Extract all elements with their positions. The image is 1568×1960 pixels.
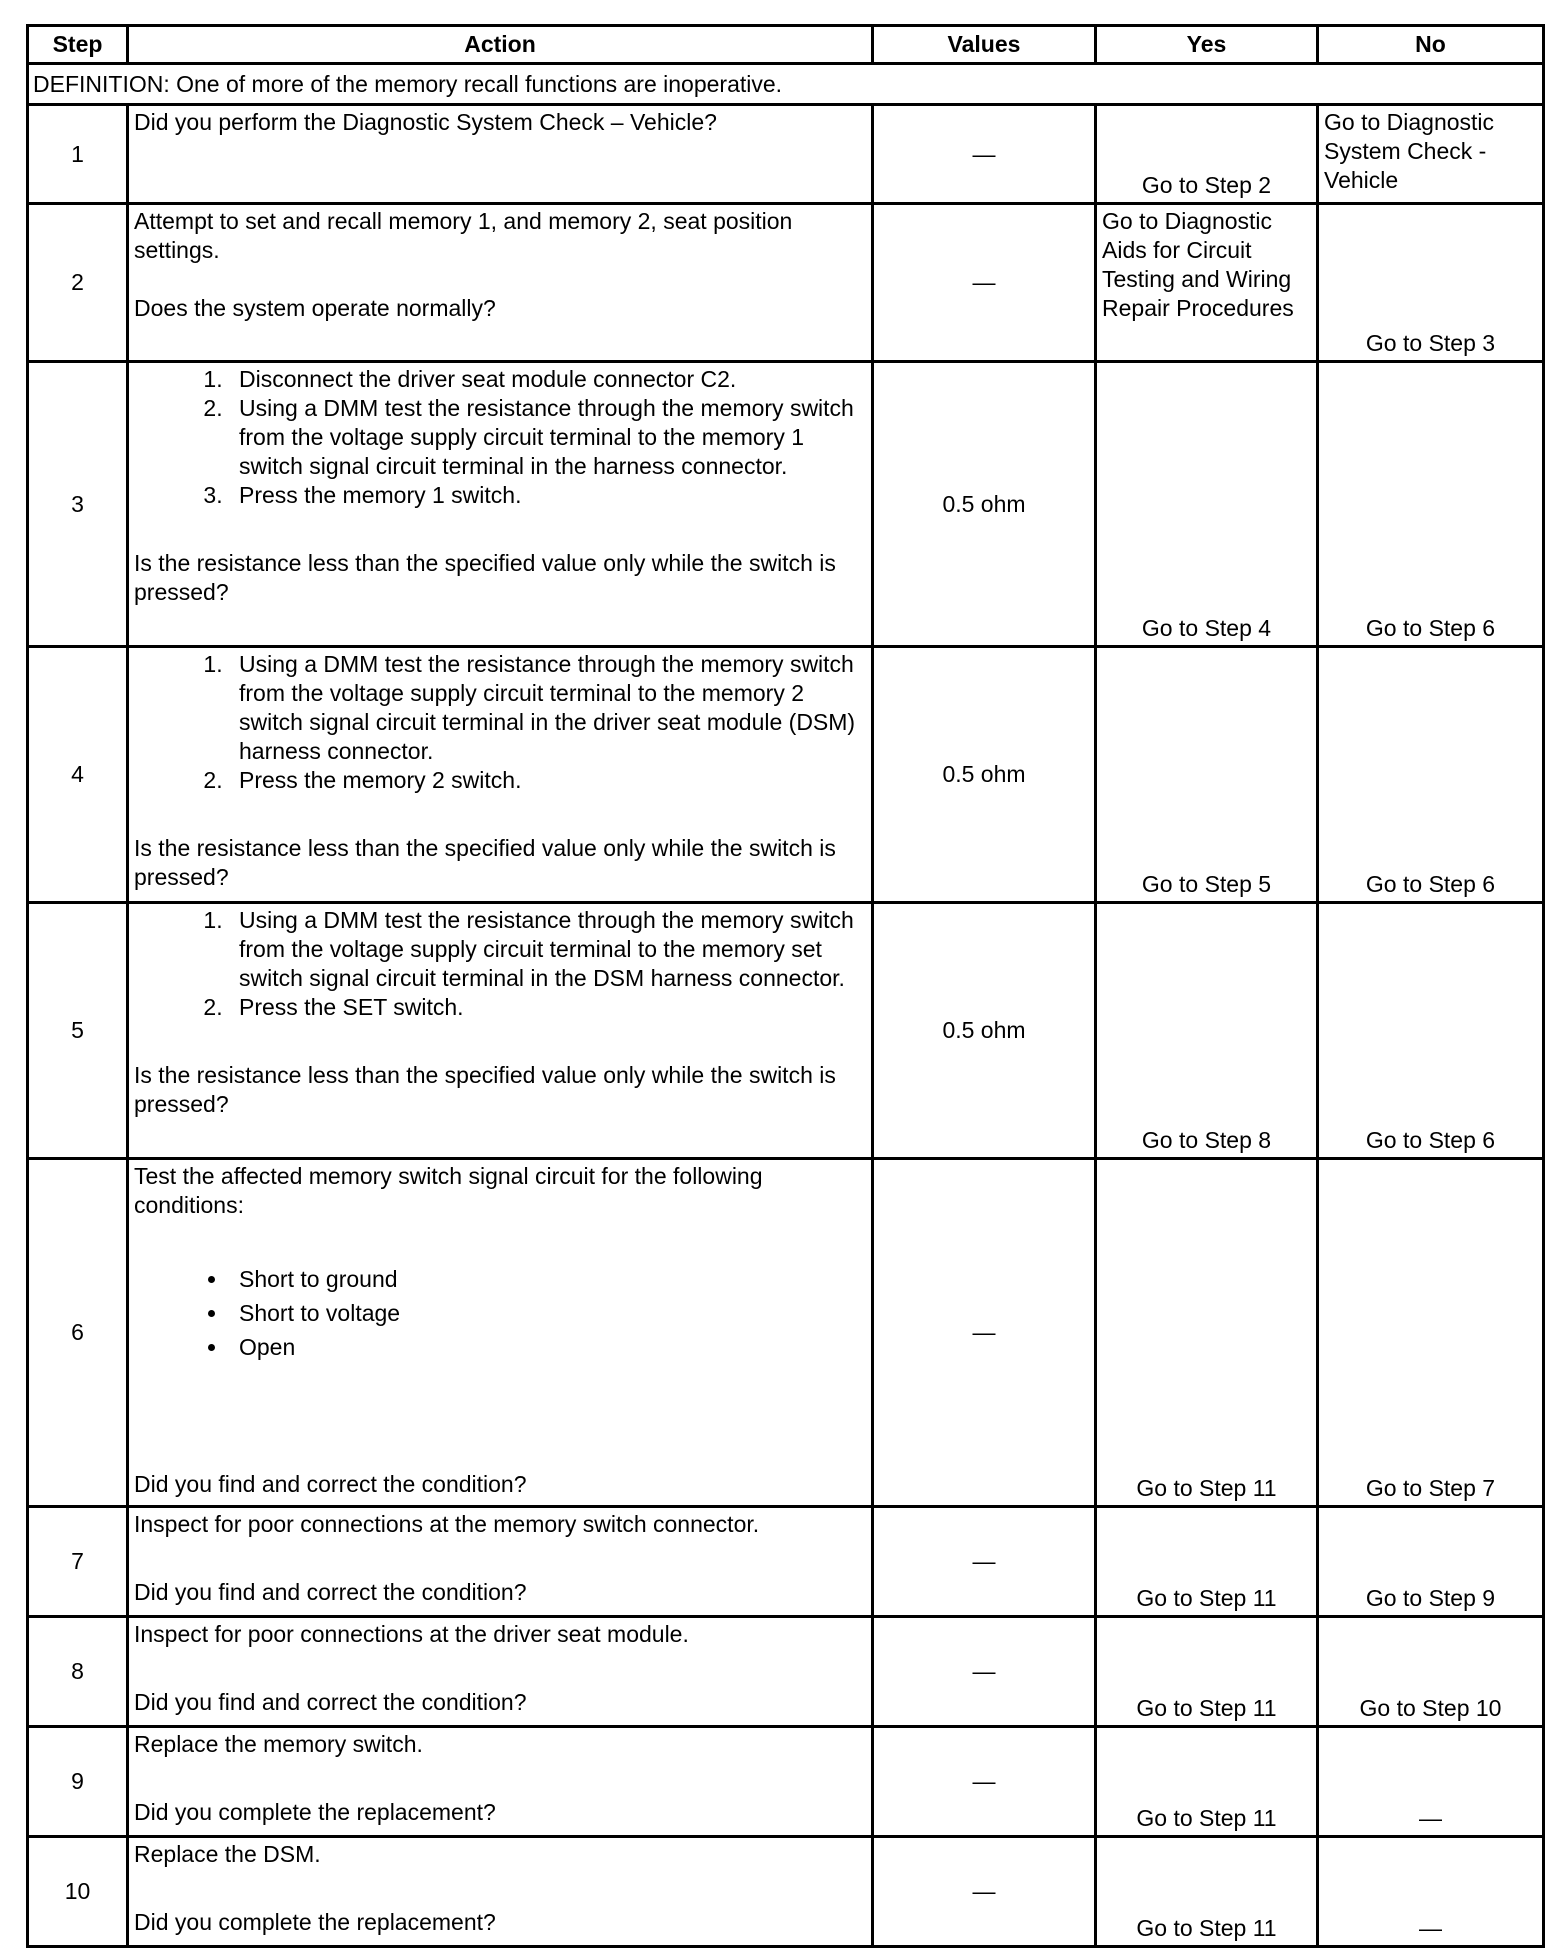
action-text: Did you perform the Diagnostic System Check – Vehicle? [134, 109, 717, 135]
action-step: 2. Press the memory 2 switch. [229, 766, 866, 795]
step-number: 3 [28, 362, 128, 647]
action-cell [128, 204, 873, 362]
action-text: Inspect for poor connections at the memory switch connector. [134, 1511, 760, 1537]
step-number: 4 [28, 647, 128, 903]
header-step: Step [28, 26, 128, 64]
no-cell: Go to Diagnostic System Check - Vehicle [1318, 105, 1544, 204]
no-cell: Go to Step 6 [1318, 362, 1544, 647]
definition-row [28, 64, 1544, 105]
yes-cell: Go to Step 11 [1096, 1727, 1318, 1837]
value-cell: 0.5 ohm [873, 362, 1096, 647]
table-row [28, 903, 1544, 1159]
yes-cell: Go to Step 11 [1096, 1159, 1318, 1507]
action-cell [128, 903, 873, 1159]
action-text: Test the affected memory switch signal circuit for the following conditions: [134, 1163, 763, 1218]
action-cell [128, 1507, 873, 1617]
action-cell [128, 1159, 873, 1507]
list-item: • Open [229, 1330, 866, 1364]
condition-list [134, 1262, 866, 1364]
yes-cell: Go to Step 5 [1096, 647, 1318, 903]
no-cell: — [1318, 1837, 1544, 1947]
value-cell: — [873, 1617, 1096, 1727]
action-question: Is the resistance less than the specified value only while the switch is pressed? [134, 550, 836, 605]
action-step: 1. Using a DMM test the resistance through the memory switch from the voltage supply circuit terminal to the memory 2 switch signal circuit terminal in the driver seat module (DSM) harness connector. [229, 650, 866, 766]
table-row [28, 105, 1544, 204]
action-question: Did you find and correct the condition? [134, 1471, 527, 1497]
action-question: Is the resistance less than the specified value only while the switch is pressed? [134, 1062, 836, 1117]
step-number: 9 [28, 1727, 128, 1837]
yes-cell: Go to Step 11 [1096, 1617, 1318, 1727]
action-question: Did you complete the replacement? [134, 1909, 496, 1935]
value-cell: — [873, 1507, 1096, 1617]
action-text: Replace the DSM. [134, 1841, 321, 1867]
action-cell [128, 1837, 873, 1947]
no-cell: Go to Step 9 [1318, 1507, 1544, 1617]
table-row [28, 1837, 1544, 1947]
action-steps [134, 906, 866, 1022]
definition-text: DEFINITION: One of more of the memory recall functions are inoperative. [28, 64, 1544, 105]
no-cell: Go to Step 10 [1318, 1617, 1544, 1727]
no-cell: Go to Step 6 [1318, 903, 1544, 1159]
yes-cell: Go to Step 11 [1096, 1507, 1318, 1617]
value-cell: — [873, 105, 1096, 204]
no-cell: — [1318, 1727, 1544, 1837]
step-number: 7 [28, 1507, 128, 1617]
action-cell [128, 105, 873, 204]
action-text: Inspect for poor connections at the driver seat module. [134, 1621, 689, 1647]
action-step: 2. Using a DMM test the resistance through the memory switch from the voltage supply circuit terminal to the memory 1 switch signal circuit terminal in the harness connector. [229, 394, 866, 481]
value-cell: — [873, 1837, 1096, 1947]
step-number: 6 [28, 1159, 128, 1507]
step-number: 1 [28, 105, 128, 204]
action-question: Is the resistance less than the specified value only while the switch is pressed? [134, 835, 836, 890]
action-question: Did you find and correct the condition? [134, 1689, 527, 1715]
list-item: • Short to voltage [229, 1296, 866, 1330]
table-row [28, 362, 1544, 647]
step-number: 10 [28, 1837, 128, 1947]
table-row [28, 1727, 1544, 1837]
action-cell [128, 362, 873, 647]
action-step: 1. Disconnect the driver seat module connector C2. [229, 365, 866, 394]
header-row [28, 26, 1544, 64]
value-cell: 0.5 ohm [873, 647, 1096, 903]
table-row [28, 1507, 1544, 1617]
action-question: Does the system operate normally? [134, 295, 496, 321]
action-text: Attempt to set and recall memory 1, and memory 2, seat position settings. [134, 208, 793, 263]
action-cell [128, 647, 873, 903]
no-cell: Go to Step 6 [1318, 647, 1544, 903]
step-number: 2 [28, 204, 128, 362]
header-values: Values [873, 26, 1096, 64]
yes-cell: Go to Step 11 [1096, 1837, 1318, 1947]
step-number: 8 [28, 1617, 128, 1727]
value-cell: 0.5 ohm [873, 903, 1096, 1159]
no-cell: Go to Step 3 [1318, 204, 1544, 362]
yes-cell: Go to Diagnostic Aids for Circuit Testing and Wiring Repair Procedures [1096, 204, 1318, 362]
value-cell: — [873, 1727, 1096, 1837]
value-cell: — [873, 1159, 1096, 1507]
yes-cell: Go to Step 4 [1096, 362, 1318, 647]
action-steps [134, 365, 866, 510]
no-cell: Go to Step 7 [1318, 1159, 1544, 1507]
list-item: • Short to ground [229, 1262, 866, 1296]
table-row [28, 647, 1544, 903]
action-question: Did you complete the replacement? [134, 1799, 496, 1825]
table-row [28, 1159, 1544, 1507]
action-cell [128, 1727, 873, 1837]
table-row [28, 204, 1544, 362]
table-row [28, 1617, 1544, 1727]
header-action: Action [128, 26, 873, 64]
value-cell: — [873, 204, 1096, 362]
yes-cell: Go to Step 8 [1096, 903, 1318, 1159]
header-no: No [1318, 26, 1544, 64]
action-step: 1. Using a DMM test the resistance through the memory switch from the voltage supply circuit terminal to the memory set switch signal circuit terminal in the DSM harness connector. [229, 906, 866, 993]
yes-cell: Go to Step 2 [1096, 105, 1318, 204]
step-number: 5 [28, 903, 128, 1159]
diagnostic-table [26, 24, 1545, 1948]
action-question: Did you find and correct the condition? [134, 1579, 527, 1605]
action-step: 2. Press the SET switch. [229, 993, 866, 1022]
action-steps [134, 650, 866, 795]
action-cell [128, 1617, 873, 1727]
header-yes: Yes [1096, 26, 1318, 64]
action-step: 3. Press the memory 1 switch. [229, 481, 866, 510]
action-text: Replace the memory switch. [134, 1731, 423, 1757]
